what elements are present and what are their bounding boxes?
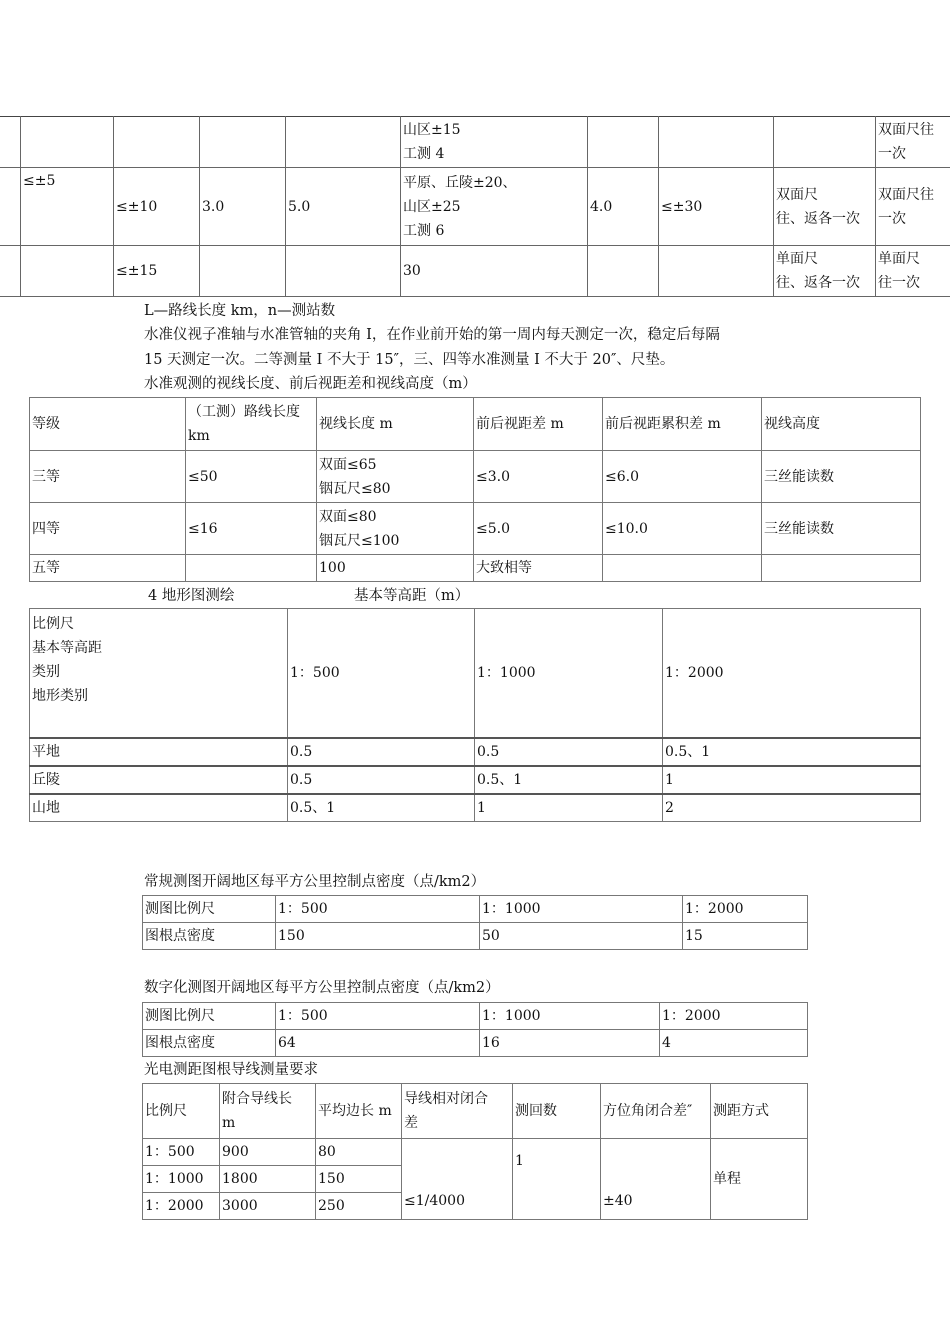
table-cell: 4 bbox=[660, 1030, 808, 1057]
table-cell bbox=[0, 117, 21, 168]
column-header: 视线长度 m bbox=[317, 398, 474, 451]
table-cell: 平原、丘陵±20、 山区±25 工测 6 bbox=[401, 168, 588, 246]
table-cell: ≤6.0 bbox=[603, 451, 762, 503]
table-cell: 双面尺往 一次 bbox=[876, 117, 950, 168]
regular-density-title: 常规测图开阔地区每平方公里控制点密度（点/km2） bbox=[144, 874, 486, 890]
table-cell: 测图比例尺 bbox=[143, 1003, 276, 1030]
table-cell: 0.5 bbox=[475, 738, 663, 766]
sight-table-title: 水准观测的视线长度、前后视距差和视线高度（m） bbox=[144, 376, 477, 392]
table-cell: 单面尺 往、返各一次 bbox=[774, 246, 876, 297]
table-cell: 1800 bbox=[220, 1166, 316, 1193]
table-cell bbox=[0, 246, 21, 297]
table-cell bbox=[286, 246, 401, 297]
column-header: 测回数 bbox=[513, 1084, 601, 1139]
column-header: 前后视距差 m bbox=[474, 398, 603, 451]
table-cell: 1：2000 bbox=[683, 896, 808, 923]
table-cell: 四等 bbox=[30, 503, 186, 555]
column-header: 等级 bbox=[30, 398, 186, 451]
sight-length-table bbox=[29, 397, 921, 582]
table-cell: 15 bbox=[683, 923, 808, 950]
table-cell: 1：1000 bbox=[143, 1166, 220, 1193]
column-header: （工测）路线长度 km bbox=[186, 398, 317, 451]
table-cell: 山区±15 工测 4 bbox=[401, 117, 588, 168]
table-cell: 1 bbox=[513, 1139, 601, 1220]
table-cell bbox=[588, 246, 659, 297]
table-cell bbox=[286, 117, 401, 168]
table-cell bbox=[603, 555, 762, 582]
table-cell: 1 bbox=[663, 766, 921, 794]
table-cell: 0.5 bbox=[288, 738, 475, 766]
note-paragraph-line-1: 水准仪视子准轴与水准管轴的夹角 I，在作业前开始的第一周内每天测定一次，稳定后每隔 bbox=[144, 327, 720, 343]
column-header: 视线高度 bbox=[762, 398, 921, 451]
table-cell: ≤16 bbox=[186, 503, 317, 555]
table-cell bbox=[21, 246, 114, 297]
table-cell bbox=[659, 246, 774, 297]
table-cell: 1：1000 bbox=[480, 896, 683, 923]
table-cell: 50 bbox=[480, 923, 683, 950]
table-cell bbox=[114, 117, 200, 168]
table-cell: 80 bbox=[316, 1139, 402, 1166]
column-header: 导线相对闭合 差 bbox=[402, 1084, 513, 1139]
table-cell: ≤±15 bbox=[114, 246, 200, 297]
table-cell bbox=[200, 246, 286, 297]
table-cell bbox=[588, 117, 659, 168]
column-header: 1：1000 bbox=[475, 609, 663, 738]
table-cell: 三等 bbox=[30, 451, 186, 503]
table-cell: 三丝能读数 bbox=[762, 451, 921, 503]
table-cell: 150 bbox=[316, 1166, 402, 1193]
table-cell: ≤50 bbox=[186, 451, 317, 503]
table-cell: 1：2000 bbox=[660, 1003, 808, 1030]
contour-table-title: 基本等高距（m） bbox=[354, 588, 470, 604]
table-cell: 双面≤65 铟瓦尺≤80 bbox=[317, 451, 474, 503]
table-cell: 双面≤80 铟瓦尺≤100 bbox=[317, 503, 474, 555]
table-cell: 3000 bbox=[220, 1193, 316, 1220]
table-cell bbox=[0, 168, 21, 246]
table-cell: 测图比例尺 bbox=[143, 896, 276, 923]
table-cell: 1：2000 bbox=[143, 1193, 220, 1220]
table-cell: 单面尺 往一次 bbox=[876, 246, 950, 297]
table-cell: ≤3.0 bbox=[474, 451, 603, 503]
table-cell: 16 bbox=[480, 1030, 660, 1057]
table-cell: 150 bbox=[276, 923, 480, 950]
table-cell: 图根点密度 bbox=[143, 1030, 276, 1057]
column-header: 平均边长 m bbox=[316, 1084, 402, 1139]
traverse-requirements-table bbox=[142, 1083, 808, 1220]
table-cell bbox=[21, 117, 114, 168]
regular-density-table bbox=[142, 895, 808, 950]
column-header: 比例尺 bbox=[143, 1084, 220, 1139]
table-cell bbox=[659, 117, 774, 168]
digital-density-table bbox=[142, 1002, 808, 1057]
table-cell bbox=[762, 555, 921, 582]
table-cell: 三丝能读数 bbox=[762, 503, 921, 555]
table-cell: ≤±30 bbox=[659, 168, 774, 246]
column-header: 1：500 bbox=[288, 609, 475, 738]
table-cell: 1：500 bbox=[276, 1003, 480, 1030]
table-cell: ≤10.0 bbox=[603, 503, 762, 555]
table-cell: 0.5 bbox=[288, 766, 475, 794]
column-header: 方位角闭合差″ bbox=[601, 1084, 711, 1139]
column-header: 测距方式 bbox=[711, 1084, 808, 1139]
table-cell: ≤±10 bbox=[114, 168, 200, 246]
note-legend: L—路线长度 km，n—测站数 bbox=[144, 303, 336, 319]
contour-interval-table bbox=[29, 608, 921, 822]
table-cell: 山地 bbox=[30, 794, 288, 822]
table-cell: 2 bbox=[663, 794, 921, 822]
table-cell: 丘陵 bbox=[30, 766, 288, 794]
table-cell: 1：500 bbox=[143, 1139, 220, 1166]
table-cell bbox=[200, 117, 286, 168]
column-header: 附合导线长 m bbox=[220, 1084, 316, 1139]
table-cell: 1：1000 bbox=[480, 1003, 660, 1030]
table-cell: 平地 bbox=[30, 738, 288, 766]
table-cell: 双面尺往 一次 bbox=[876, 168, 950, 246]
table-cell: 1：500 bbox=[276, 896, 480, 923]
leveling-tolerance-table bbox=[0, 116, 950, 297]
table-cell: 双面尺 往、返各一次 bbox=[774, 168, 876, 246]
traverse-table-title: 光电测距图根导线测量要求 bbox=[144, 1062, 318, 1078]
table-cell: ≤5.0 bbox=[474, 503, 603, 555]
table-cell: 大致相等 bbox=[474, 555, 603, 582]
column-header: 1：2000 bbox=[663, 609, 921, 738]
table-cell: 1 bbox=[475, 794, 663, 822]
note-paragraph-line-2: 15 天测定一次。二等测量 I 不大于 15″，三、四等水准测量 I 不大于 20″、尺垫。 bbox=[144, 352, 675, 368]
table-cell: 100 bbox=[317, 555, 474, 582]
table-cell: ≤1/4000 bbox=[402, 1139, 513, 1220]
table-cell bbox=[774, 117, 876, 168]
section-heading: 4 地形图测绘 bbox=[148, 588, 235, 604]
table-cell: 3.0 bbox=[200, 168, 286, 246]
table-cell: 4.0 bbox=[588, 168, 659, 246]
table-cell: 64 bbox=[276, 1030, 480, 1057]
table-cell: 五等 bbox=[30, 555, 186, 582]
table-cell: 30 bbox=[401, 246, 588, 297]
column-header: 前后视距累积差 m bbox=[603, 398, 762, 451]
table-cell: 900 bbox=[220, 1139, 316, 1166]
table-cell: 图根点密度 bbox=[143, 923, 276, 950]
table-cell: 0.5、1 bbox=[663, 738, 921, 766]
table-cell: ±40 bbox=[601, 1139, 711, 1220]
diagonal-header: 比例尺 基本等高距 类别 地形类别 bbox=[30, 609, 288, 738]
table-cell: 单程 bbox=[711, 1139, 808, 1220]
table-cell bbox=[186, 555, 317, 582]
table-cell: 0.5、1 bbox=[288, 794, 475, 822]
table-cell: 5.0 bbox=[286, 168, 401, 246]
table-cell: 250 bbox=[316, 1193, 402, 1220]
digital-density-title: 数字化测图开阔地区每平方公里控制点密度（点/km2） bbox=[144, 980, 500, 996]
table-cell: 0.5、1 bbox=[475, 766, 663, 794]
table-cell: ≤±5 bbox=[21, 168, 114, 246]
